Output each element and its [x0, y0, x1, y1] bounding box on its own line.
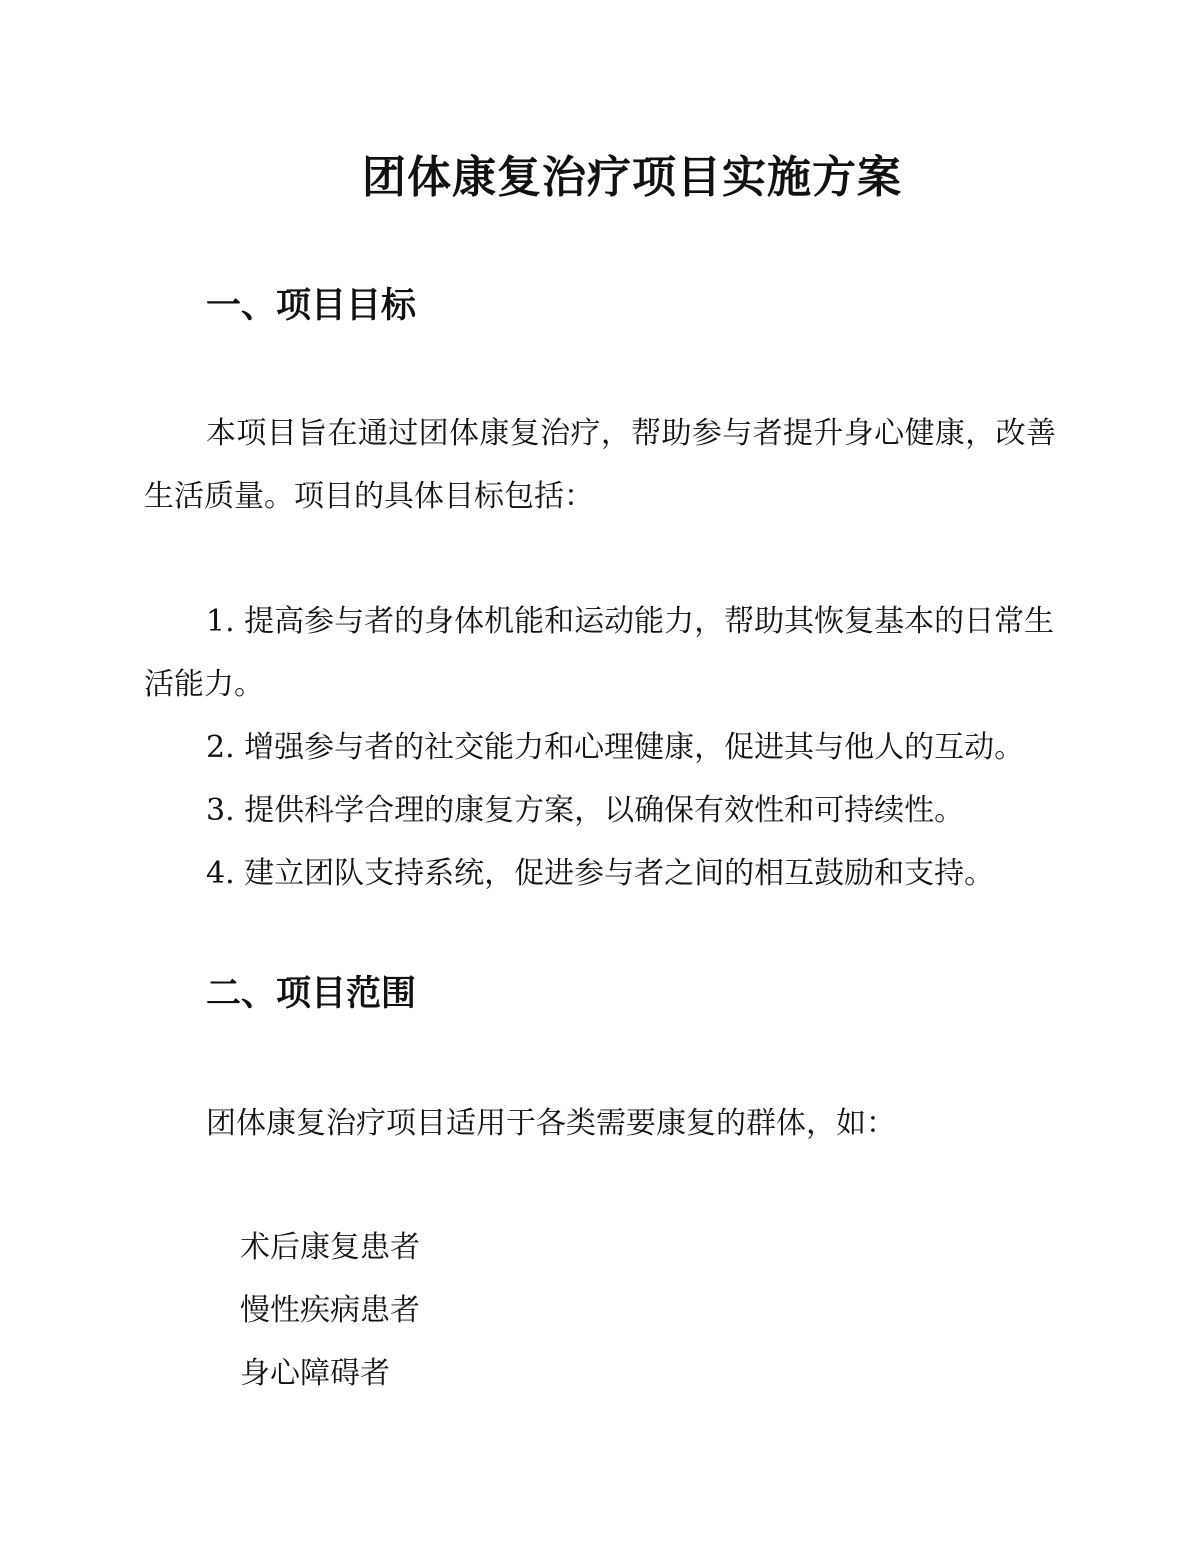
goal-item-4: 4. 建立团队支持系统，促进参与者之间的相互鼓励和支持。: [206, 856, 995, 891]
section-scope-intro: 团体康复治疗项目适用于各类需要康复的群体，如：: [206, 1106, 896, 1141]
goal-item-3: 3. 提供科学合理的康复方案，以确保有效性和可持续性。: [206, 793, 965, 828]
section-heading-goals: 一、项目目标: [206, 286, 417, 326]
document-title: 团体康复治疗项目实施方案: [362, 152, 902, 203]
scope-group-item-1: 术后康复患者: [240, 1230, 420, 1265]
goal-item-2: 2. 增强参与者的社交能力和心理健康，促进其与他人的互动。: [206, 730, 1025, 765]
goal-item-1: 1. 提高参与者的身体机能和运动能力，帮助其恢复基本的日常生活能力。: [144, 604, 1055, 702]
scope-group-item-2: 慢性疾病患者: [240, 1293, 420, 1328]
scope-group-item-3: 身心障碍者: [240, 1356, 390, 1391]
section-goals-intro: 本项目旨在通过团体康复治疗，帮助参与者提升身心健康，改善生活质量。项目的具体目标包括：: [144, 416, 1056, 514]
section-heading-scope: 二、项目范围: [206, 974, 417, 1014]
